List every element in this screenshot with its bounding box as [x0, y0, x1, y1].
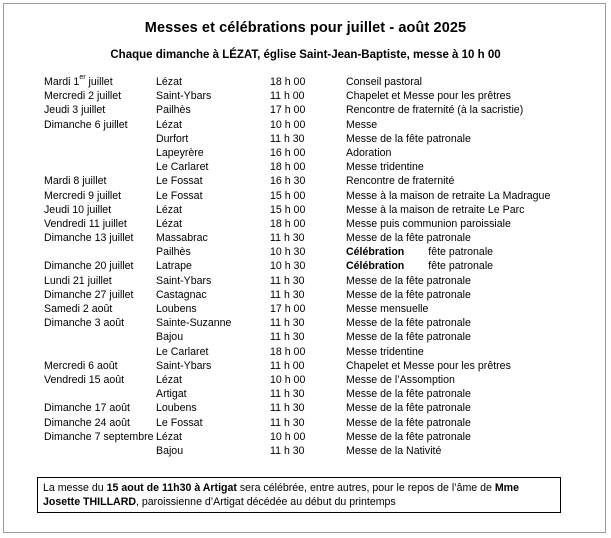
row-date: Mercredi 2 juillet — [44, 90, 122, 103]
row-time: 17 h 00 — [270, 303, 306, 315]
row-place: Lézat — [156, 118, 182, 131]
row-place: Lézat — [156, 430, 182, 443]
row-event: Messe à la maison de retraite Le Parc — [346, 203, 525, 216]
row-event: Chapelet et Messe pour les prêtres — [346, 90, 511, 103]
row-event: Messe de la Nativité — [346, 444, 442, 457]
row-date-month: juillet — [85, 76, 113, 88]
row-time: 10 h 00 — [270, 373, 306, 386]
row-place: Artigat — [156, 388, 187, 401]
row-event: Messe de la fête patronale — [346, 288, 471, 301]
row-time: 11 h 30 — [270, 317, 305, 330]
row-event: Messe puis communion paroissiale — [346, 217, 511, 230]
row-event: Messe à la maison de retraite La Madrague — [346, 189, 551, 202]
row-event: Adoration — [346, 146, 392, 159]
row-time: 11 h 00 — [270, 359, 305, 372]
note-box — [37, 477, 561, 513]
note-bold-2: Mme Josette THILLARD — [43, 482, 519, 508]
row-time: 18 h 00 — [270, 217, 306, 230]
row-place: Le Fossat — [156, 416, 203, 429]
row-place: Durfort — [156, 132, 189, 145]
row-place: Le Fossat — [156, 189, 203, 202]
row-date: Mardi 8 juillet — [44, 175, 107, 188]
row-event: Messe de la fête patronale — [346, 416, 471, 429]
row-event: Rencontre de fraternité (à la sacristie) — [346, 104, 524, 117]
row-date: Vendredi 11 juillet — [44, 217, 127, 230]
row-event — [346, 260, 493, 272]
row-event — [346, 246, 493, 258]
row-time: 11 h 00 — [270, 90, 305, 103]
row-date: Dimanche 20 juillet — [44, 260, 134, 273]
row-event: Messe — [346, 118, 378, 131]
row-date: Dimanche 3 août — [44, 317, 125, 330]
row-place: Lapeyrère — [156, 146, 204, 159]
row-date: Mercredi 6 août — [44, 359, 118, 372]
row-event: Messe de la fête patronale — [346, 132, 471, 145]
row-date: Lundi 21 juillet — [44, 274, 112, 287]
row-date: Samedi 2 août — [44, 303, 113, 315]
row-date: Jeudi 10 juillet — [44, 203, 112, 216]
row-place: Saint-Ybars — [156, 359, 212, 372]
row-place: Loubens — [156, 402, 197, 415]
row-place: Sainte-Suzanne — [156, 317, 232, 330]
row-event: Messe tridentine — [346, 161, 424, 174]
row-date: Jeudi 3 juillet — [44, 104, 106, 117]
row-place: Lézat — [156, 373, 182, 386]
row-time: 11 h 30 — [270, 132, 305, 145]
row-event: Messe de la fête patronale — [346, 388, 471, 401]
row-date: Dimanche 6 juillet — [44, 118, 128, 131]
row-place: Le Carlaret — [156, 161, 209, 174]
note-text-2: sera célébrée, entre autres, pour le repos de l’âme de — [236, 482, 495, 494]
row-place: Pailhès — [156, 246, 191, 259]
row-date: Dimanche 7 septembre — [44, 430, 154, 443]
row-time: 11 h 30 — [270, 232, 305, 245]
row-date-sup: er — [79, 74, 86, 81]
row-event: Messe de la fête patronale — [346, 274, 471, 287]
row-time: 18 h 00 — [270, 76, 306, 88]
row-event: Messe de la fête patronale — [346, 331, 471, 344]
row-date: Dimanche 13 juillet — [44, 232, 134, 245]
row-time: 11 h 30 — [270, 288, 305, 301]
row-place: Latrape — [156, 260, 192, 273]
row-event: Messe de la fête patronale — [346, 317, 471, 330]
row-place: Saint-Ybars — [156, 274, 212, 287]
row-time: 10 h 30 — [270, 260, 306, 273]
row-place: Saint-Ybars — [156, 90, 212, 103]
row-place: Lézat — [156, 217, 182, 230]
row-time: 11 h 30 — [270, 402, 305, 415]
note-bold-1: 15 aout de 11h30 à Artigat — [106, 482, 237, 494]
note-text-1: La messe du — [43, 482, 107, 494]
row-date: Dimanche 24 août — [44, 416, 130, 429]
row-time: 11 h 30 — [270, 331, 305, 344]
row-date-day: Mardi 1 — [44, 76, 80, 88]
row-event-tail: fête patronale — [428, 260, 494, 273]
row-event: Rencontre de fraternité — [346, 175, 455, 188]
row-time: 10 h 00 — [270, 118, 306, 131]
row-event: Messe de l’Assomption — [346, 373, 455, 386]
row-time: 16 h 00 — [270, 146, 306, 159]
row-date: Vendredi 15 août — [44, 373, 125, 386]
row-place: Loubens — [156, 303, 197, 315]
row-place: Le Carlaret — [156, 345, 209, 358]
row-event: Messe de la fête patronale — [346, 402, 471, 415]
row-event: Messe de la fête patronale — [346, 430, 471, 443]
row-time: 17 h 00 — [270, 104, 306, 117]
row-event: Messe mensuelle — [346, 303, 429, 315]
row-event: Messe tridentine — [346, 345, 424, 358]
row-place: Lézat — [156, 203, 182, 216]
row-time: 10 h 30 — [270, 246, 306, 259]
page-subtitle: Chaque dimanche à LÉZAT, église Saint-Jean-Baptiste, messe à 10 h 00 — [110, 49, 501, 61]
row-time: 15 h 00 — [270, 203, 306, 216]
row-place: Bajou — [156, 331, 184, 344]
row-event-main: Célébration — [346, 260, 405, 273]
note-text-3: , paroissienne d’Artigat décédée au début du printemps — [136, 496, 396, 508]
row-time: 18 h 00 — [270, 161, 306, 174]
row-time: 15 h 00 — [270, 189, 306, 202]
row-time: 16 h 30 — [270, 175, 306, 188]
row-time: 18 h 00 — [270, 345, 306, 358]
row-date — [44, 76, 113, 88]
row-time: 11 h 30 — [270, 388, 305, 401]
page-title: Messes et célébrations pour juillet - août 2025 — [144, 20, 467, 36]
row-place: Le Fossat — [156, 175, 203, 188]
row-place: Bajou — [156, 444, 184, 457]
row-date: Mercredi 9 juillet — [44, 189, 122, 202]
row-event-tail: fête patronale — [428, 246, 494, 259]
row-date: Dimanche 27 juillet — [44, 288, 134, 301]
row-time: 11 h 30 — [270, 416, 305, 429]
row-event: Chapelet et Messe pour les prêtres — [346, 359, 511, 372]
row-event: Messe de la fête patronale — [346, 232, 471, 245]
row-event: Conseil pastoral — [346, 76, 422, 88]
row-place: Lézat — [156, 76, 182, 88]
row-date: Dimanche 17 août — [44, 402, 130, 415]
row-event-main: Célébration — [346, 246, 405, 259]
row-time: 11 h 30 — [270, 274, 305, 287]
row-place: Massabrac — [156, 232, 208, 245]
row-time: 10 h 00 — [270, 430, 306, 443]
row-place: Castagnac — [156, 288, 207, 301]
row-place: Pailhès — [156, 104, 191, 117]
row-time: 11 h 30 — [270, 444, 305, 457]
